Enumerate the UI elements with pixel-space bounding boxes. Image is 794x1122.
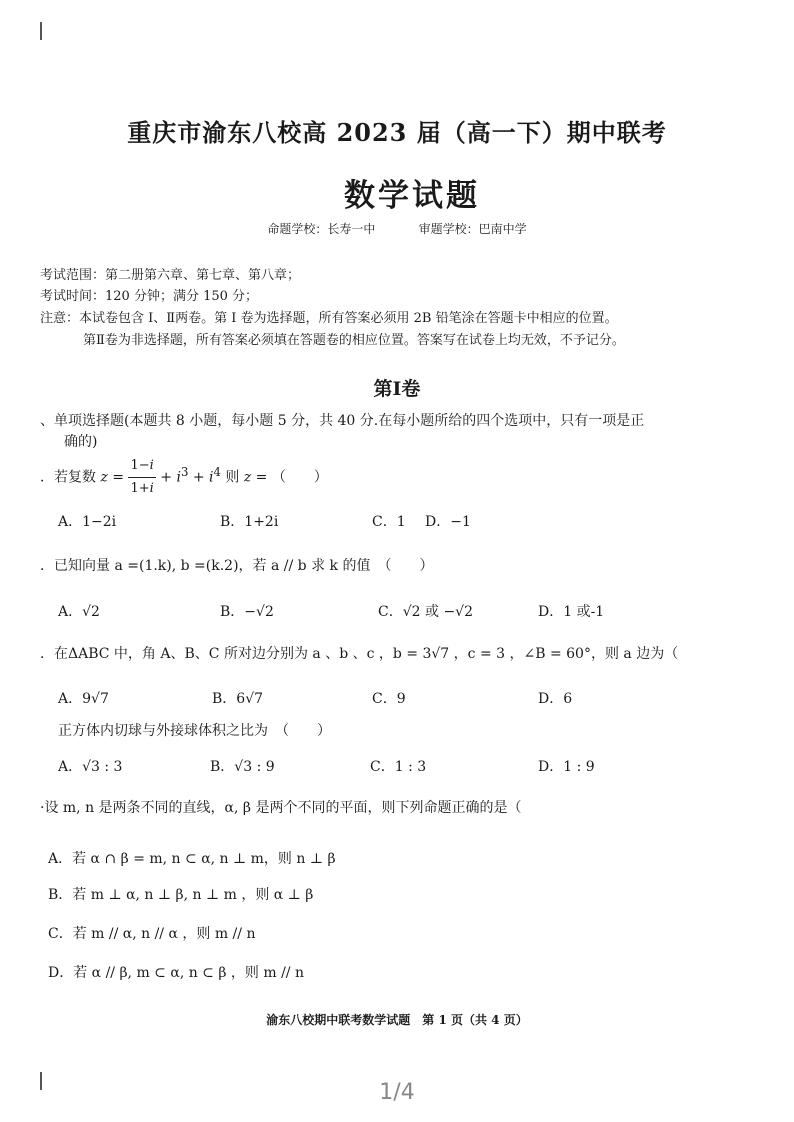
q1-option-d: D．−1	[425, 514, 471, 530]
q5-option-a: A．若 α ∩ β = m, n ⊂ α, n ⊥ m，则 n ⊥ β	[48, 851, 336, 867]
exam-note-2: 第Ⅱ卷为非选择题，所有答案必须填在答题卷的相应位置。答案写在试卷上均无效，不予记分。	[83, 333, 625, 348]
exam-time: 考试时间：120 分钟；满分 150 分；	[40, 289, 259, 304]
scan-edge-mark	[40, 22, 42, 40]
q5-option-c: C．若 m // α, n // α ，则 m // n	[48, 926, 256, 942]
q5-option-d: D．若 α // β, m ⊂ α, n ⊂ β ，则 m // n	[48, 965, 304, 981]
setter-school: 命题学校：长寿一中	[267, 222, 376, 236]
q5-option-b: B．若 m ⊥ α, n ⊥ β, n ⊥ m ，则 α ⊥ β	[48, 887, 314, 903]
q2-option-a: A．√2	[58, 604, 100, 620]
exam-note-1: 注意：本试卷包含 Ⅰ、Ⅱ两卷。第 Ⅰ 卷为选择题，所有答案必须用 2B 铅笔涂在答题卡中相应的位置。	[40, 311, 618, 326]
q2-option-b: B．−√2	[220, 604, 274, 620]
page-indicator: 1/4	[379, 1080, 415, 1105]
q4-option-c: C．1 : 3	[370, 759, 427, 775]
question-1-stem: ．若复数 z = $\frac{1-i}{1+i}$ + $i^3 + i^4$ 则 z = （ ）	[40, 455, 754, 500]
page-footer: 渝东八校期中联考数学试题 第 1 页（共 4 页）	[266, 1013, 528, 1027]
q4-option-b: B．√3 : 9	[210, 759, 275, 775]
reviewer-school: 审题学校：巴南中学	[418, 222, 527, 236]
q1-option-b: B．1+2i	[220, 514, 279, 530]
question-5-stem: ·设 m, n 是两条不同的直线，α, β 是两个不同的平面，则下列命题正确的是（	[40, 800, 522, 816]
q2-option-c: C．√2 或 −√2	[378, 604, 473, 620]
q4-option-a: A．√3 : 3	[58, 759, 123, 775]
section-title: 第Ⅰ卷	[373, 378, 421, 400]
part1-heading-cont: 确的)	[64, 434, 98, 450]
exam-subtitle: 数学试题	[344, 178, 480, 214]
part1-heading: 、单项选择题(本题共 8 小题，每小题 5 分，共 40 分.在每小题所给的四个选项中，只有一项是正	[40, 413, 645, 429]
fraction: $\frac{1-i}{1+i}$	[128, 455, 155, 500]
question-3-stem: ．在ΔABC 中，角 A、B、C 所对边分别为 a 、b 、c ，b = 3√7 ，c = 3 ，∠B = 60°，则 a 边为（	[40, 646, 679, 662]
question-2-stem: ．已知向量 a =(1.k), b =(k.2)，若 a // b 求 k 的值 （ ）	[40, 558, 434, 574]
q3-option-d: D．6	[538, 691, 573, 707]
school-info	[0, 220, 794, 237]
q4-option-d: D．1 : 9	[538, 759, 595, 775]
exam-title: 重庆市渝东八校高 2023 届（高一下）期中联考	[127, 118, 667, 147]
q3-option-b: B．6√7	[212, 691, 264, 707]
question-4-stem: 正方体内切球与外接球体积之比为 （ ）	[58, 723, 331, 739]
q2-option-d: D．1 或-1	[538, 604, 605, 620]
q1-option-a: A．1−2i	[58, 514, 117, 530]
exam-scope: 考试范围：第二册第六章、第七章、第八章；	[40, 268, 301, 283]
q1-option-c: C．1	[372, 514, 406, 530]
q3-option-c: C．9	[372, 691, 406, 707]
q3-option-a: A．9√7	[58, 691, 109, 707]
